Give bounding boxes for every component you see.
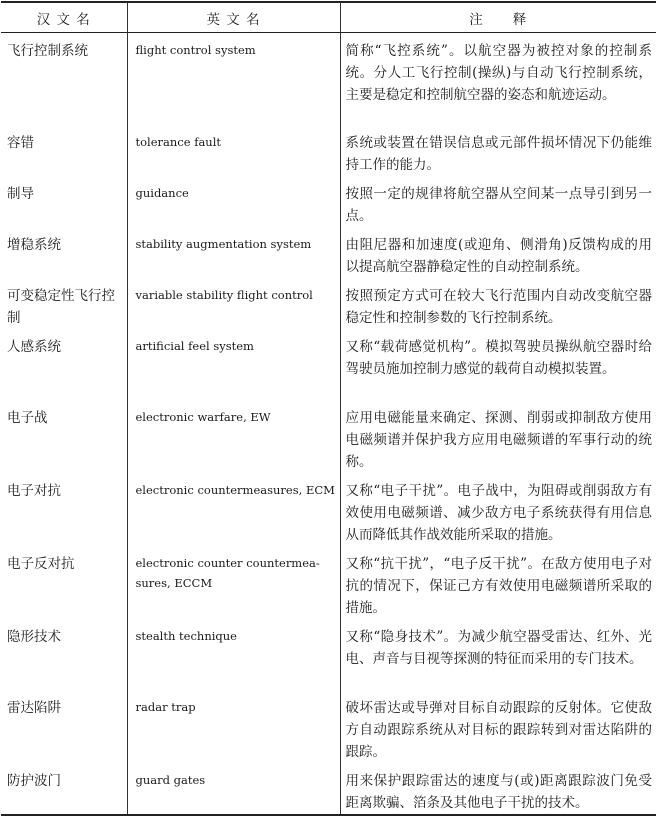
term-note: 又称“载荷感觉机构”。模拟驾驶员操纵航空器时给驾驶员施加控制力感觉的载荷自动模拟装置。 [340, 329, 656, 400]
term-note: 简称“飞控系统”。以航空器为被控对象的控制系统。分人工飞行控制(操纵)与自动飞行控制系统，主要是稳定和控制航空器的姿态和航迹运动。 [340, 33, 656, 125]
chinese-term: 电子对抗 [7, 482, 61, 499]
header-note: 注 释 [340, 2, 656, 33]
table-row [1, 227, 656, 278]
table-row [1, 278, 656, 329]
term-note: 系统或装置在错误信息或元部件损坏情况下仍能维持工作的能力。 [340, 125, 656, 176]
english-term: stealth technique [127, 619, 340, 690]
chinese-term: 电子战 [7, 409, 48, 426]
chinese-term: 容错 [7, 134, 34, 151]
glossary-table [1, 1, 656, 816]
term-note: 按照预定方式可在较大飞行范围内自动改变航空器稳定性和控制参数的飞行控制系统。 [340, 278, 656, 329]
table-row [1, 690, 656, 763]
english-term: flight control system [127, 33, 340, 125]
table-row [1, 176, 656, 227]
chinese-term: 制导 [7, 185, 34, 202]
term-note: 用来保护跟踪雷达的速度与(或)距离跟踪波门免受距离欺骗、箔条及其他电子干扰的技术。 [340, 763, 656, 815]
table-body [1, 33, 656, 815]
header-row [1, 2, 656, 33]
term-note: 又称“电子干扰”。电子战中，为阻碍或削弱敌方有效使用电磁频谱、减少敌方电子系统获得有用信息从而降低其作战效能所采取的措施。 [340, 473, 656, 546]
table-row [1, 763, 656, 815]
english-term: stability augmentation system [127, 227, 340, 278]
table-row [1, 125, 656, 176]
term-note: 应用电磁能量来确定、探测、削弱或抑制敌方使用电磁频谱并保护我方应用电磁频谱的军事行动的统称。 [340, 400, 656, 473]
english-term: electronic countermeasures, ECM [127, 473, 340, 546]
chinese-term: 隐形技术 [7, 628, 61, 645]
table-row [1, 546, 656, 619]
english-term: electronic warfare, EW [127, 400, 340, 473]
term-note: 又称“抗干扰”，“电子反干扰”。在敌方使用电子对抗的情况下，保证己方有效使用电磁频谱所采取的措施。 [340, 546, 656, 619]
header-chinese-name: 汉 文 名 [1, 2, 127, 33]
chinese-term: 防护波门 [1, 763, 127, 815]
english-term: guidance [127, 176, 340, 227]
table-row [1, 33, 656, 125]
term-note: 由阻尼器和加速度(或迎角、侧滑角)反馈构成的用以提高航空器静稳定性的自动控制系统。 [340, 227, 656, 278]
table-row [1, 400, 656, 473]
chinese-term: 人感系统 [7, 338, 61, 355]
table-row [1, 473, 656, 546]
english-term: tolerance fault [127, 125, 340, 176]
english-term: variable stability flight control [127, 278, 340, 329]
chinese-term: 雷达陷阱 [7, 699, 61, 716]
english-term: radar trap [127, 690, 340, 763]
chinese-term: 增稳系统 [7, 236, 61, 253]
english-term: guard gates [127, 763, 340, 815]
english-term: artificial feel system [127, 329, 340, 400]
term-note: 按照一定的规律将航空器从空间某一点导引到另一点。 [340, 176, 656, 227]
header-english-name: 英 文 名 [127, 2, 340, 33]
chinese-term: 电子反对抗 [7, 555, 75, 572]
term-note: 破坏雷达或导弹对目标自动跟踪的反射体。它使敌方自动跟踪系统从对目标的跟踪转到对雷达陷阱的跟踪。 [340, 690, 656, 763]
term-note: 又称“隐身技术”。为减少航空器受雷达、红外、光电、声音与目视等探测的特征而采用的专门技术。 [340, 619, 656, 690]
chinese-term: 可变稳定性飞行控制 [7, 287, 115, 326]
table-header [1, 2, 656, 33]
table-row [1, 619, 656, 690]
english-term: electronic counter countermea-sures, ECCM [127, 546, 340, 619]
chinese-term: 飞行控制系统 [7, 43, 88, 59]
table-row [1, 329, 656, 400]
